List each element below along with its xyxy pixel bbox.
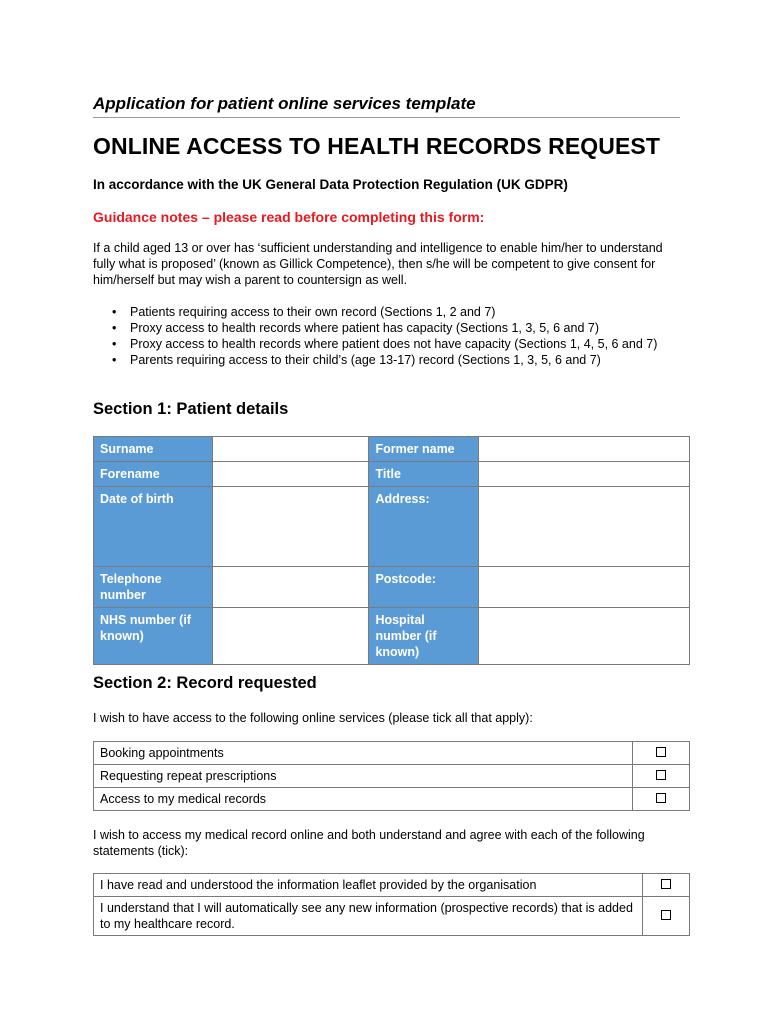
postcode-field[interactable] — [478, 567, 689, 608]
bullet-icon: • — [112, 305, 117, 319]
list-item — [93, 336, 683, 352]
statement-label: I understand that I will automatically see any new information (prospective records) that is added to my healthcare record. — [94, 897, 643, 936]
former-name-field[interactable] — [478, 437, 689, 462]
services-table — [93, 741, 690, 811]
bullet-icon: • — [112, 353, 117, 367]
bullet-icon: • — [112, 321, 117, 335]
service-label: Access to my medical records — [94, 788, 633, 811]
template-title: Application for patient online services template — [93, 94, 476, 113]
checkbox-icon[interactable] — [661, 910, 671, 920]
page-title: ONLINE ACCESS TO HEALTH RECORDS REQUEST — [93, 133, 661, 159]
checkbox-icon[interactable] — [656, 793, 666, 803]
service-checkbox-cell[interactable] — [633, 788, 690, 811]
gdpr-subtitle: In accordance with the UK General Data Protection Regulation (UK GDPR) — [93, 177, 568, 192]
service-label: Booking appointments — [94, 742, 633, 765]
hospital-number-field[interactable] — [478, 608, 689, 665]
checkbox-icon[interactable] — [656, 747, 666, 757]
bullet-text: Patients requiring access to their own record (Sections 1, 2 and 7) — [130, 305, 496, 319]
guidance-heading: Guidance notes – please read before completing this form: — [93, 209, 485, 225]
telephone-field[interactable] — [213, 567, 369, 608]
services-intro: I wish to have access to the following online services (please tick all that apply): — [93, 711, 533, 725]
guidance-intro: If a child aged 13 or over has ‘sufficient understanding and intelligence to enable him/her to understand fully what is proposed’ (known as Gillick Competence), then s/he will be competent to give consent for him/herself but may wish a parent to countersign as well. — [93, 241, 663, 287]
telephone-label: Telephone number — [94, 567, 213, 608]
dob-label: Date of birth — [94, 487, 213, 567]
surname-field[interactable] — [213, 437, 369, 462]
statements-table — [93, 873, 690, 936]
address-field[interactable] — [478, 487, 689, 567]
title-field[interactable] — [478, 462, 689, 487]
statement-checkbox-cell[interactable] — [643, 897, 690, 936]
address-label: Address: — [369, 487, 478, 567]
bullet-text: Proxy access to health records where patient does not have capacity (Sections 1, 4, 5, 6 and 7) — [130, 337, 658, 351]
bullet-text: Parents requiring access to their child’s (age 13-17) record (Sections 1, 3, 5, 6 and 7) — [130, 353, 601, 367]
bullet-text: Proxy access to health records where patient has capacity (Sections 1, 3, 5, 6 and 7) — [130, 321, 600, 335]
service-checkbox-cell[interactable] — [633, 742, 690, 765]
forename-field[interactable] — [213, 462, 369, 487]
surname-label: Surname — [94, 437, 213, 462]
list-item — [93, 352, 683, 368]
service-label: Requesting repeat prescriptions — [94, 765, 633, 788]
dob-field[interactable] — [213, 487, 369, 567]
nhs-number-label: NHS number (if known) — [94, 608, 213, 665]
statement-label: I have read and understood the information leaflet provided by the organisation — [94, 874, 643, 897]
list-item — [93, 304, 683, 320]
section1-heading: Section 1: Patient details — [93, 400, 289, 418]
service-checkbox-cell[interactable] — [633, 765, 690, 788]
title-label: Title — [369, 462, 478, 487]
list-item — [93, 320, 683, 336]
nhs-number-field[interactable] — [213, 608, 369, 665]
checkbox-icon[interactable] — [656, 770, 666, 780]
section2-heading: Section 2: Record requested — [93, 674, 317, 692]
statement-checkbox-cell[interactable] — [643, 874, 690, 897]
former-name-label: Former name — [369, 437, 478, 462]
postcode-label: Postcode: — [369, 567, 478, 608]
title-divider — [93, 117, 680, 118]
forename-label: Forename — [94, 462, 213, 487]
patient-details-table — [93, 436, 690, 665]
guidance-bullet-list — [93, 304, 683, 368]
hospital-number-label: Hospital number (if known) — [369, 608, 478, 665]
statements-intro: I wish to access my medical record online and both understand and agree with each of the following statements (tick): — [93, 828, 645, 858]
bullet-icon: • — [112, 337, 117, 351]
checkbox-icon[interactable] — [661, 879, 671, 889]
